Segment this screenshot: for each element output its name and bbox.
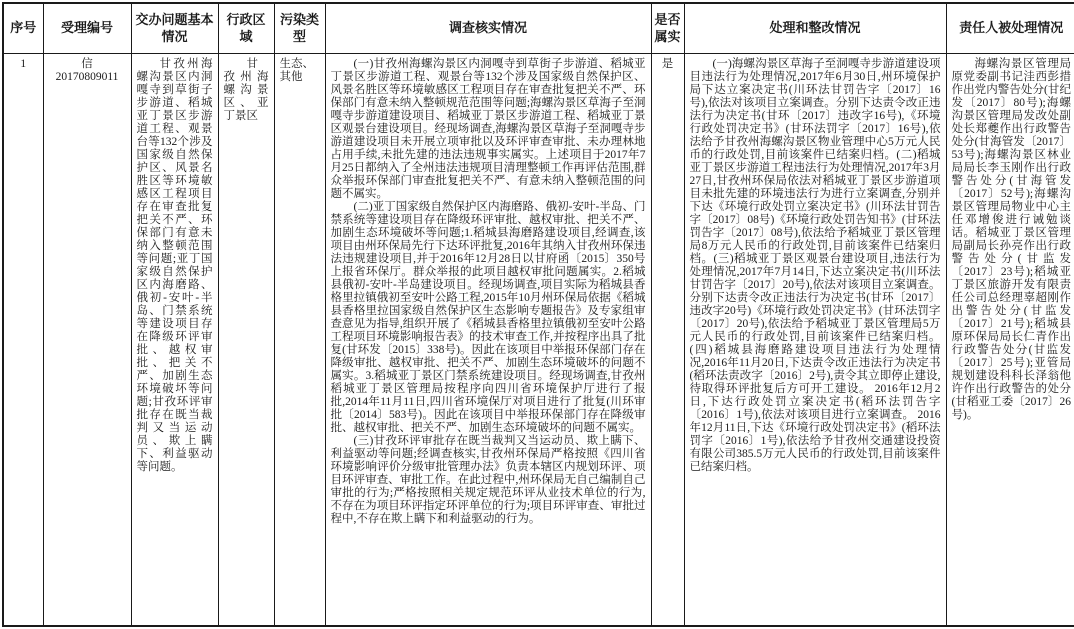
table-row [3, 53, 1074, 626]
investigation-paragraph-1: (一)甘孜州海螺沟景区内洞嘎寺到草街子步游道、稻城亚丁景区步游道工程、观景台等132个涉及国家级自然保护区、风景名胜区等环境敏感区工程项目存在审查批复把关不严、环保部门有意未纳入整顿规范范围等问题;海螺沟景区草海子至洞嘎寺步游道建设项目、稻城亚丁景区步游道工程、稻城亚丁景区观景台建设项目。经现场调查,海螺沟景区草海子至洞嘎寺步游道建设项目未开展立项审批以及环评审查审批、未办理林地占用手续,未批先建的违法违规事实属实。上述项目于2017年7月25日都纳入了全州违法违规项目清理整顿工作再评估范围,群众举报环保部门审查批复把关不严、有意未纳入整顿范围的问题不属实。 [330, 57, 646, 200]
col-header-pollution-type: 污染类型 [274, 3, 325, 53]
problem-text: 甘孜州海螺沟景区内洞嘎寺到草街子步游道、稻城亚丁景区步游道工程、观景台等132个涉及国家级自然保护区、风景名胜区等环境敏感区工程项目存在审查批复把关不严、环保部门有意未纳入整顿范围等问题;亚丁国家级自然保护区内海磨路、俄初-安叶-半岛、门禁系统等建设项目存在降级环评审批、越权审批、把关不严、加剧生态环境破坏等问题;甘孜环评审批存在既当裁判又当运动员、欺上瞒下、利益驱动等问题。 [136, 57, 213, 473]
cell-problem [131, 53, 218, 626]
cell-handling [684, 53, 946, 626]
col-header-region: 行政区域 [218, 3, 274, 53]
col-header-handling: 处理和整改情况 [684, 3, 946, 53]
cell-accountability [946, 53, 1074, 626]
cell-pollution-type [274, 53, 325, 626]
header-row [3, 3, 1074, 53]
cell-region [218, 53, 274, 626]
investigation-paragraph-2: (二)亚丁国家级自然保护区内海磨路、俄初-安叶-半岛、门禁系统等建设项目存在降级环评审批、越权审批、把关不严、加剧生态环境破坏等问题;1.稻城县海磨路建设项目,经调查,该项目由州环保局先行下达环评批复,2016年其纳入甘孜州环保违法违规建设项目,并于2016年12月28日以甘府函〔2015〕350号上报省环保厅。群众举报的此项目越权审批问题属实。2.稻城县俄初-安叶-半岛建设项目。经现场调查,项目实际为稻城县香格里拉镇俄初至安叶公路工程,2015年10月州环保局依据《稻城县香格里拉国家级自然保护区生态影响专题报告》及专家组审查意见为指导,组织开展了《稻城县香格里拉镇俄初至安叶公路工程项目环境影响报告表》的技术审查工作,并按程序出具了批复(甘环发〔2015〕338号)。因此在该项目中举报环保部门存在降级审批、越权审批、把关不严、加剧生态环境破坏的问题不属实。3.稻城亚丁景区门禁系统建设项目。经现场调查,甘孜州稻城亚丁景区管理局按程序向四川省环境保护厅进行了报批,2014年11月11日,四川省环境保厅对项目进行了批复(川环审批〔2014〕583号)。因此在该项目中举报环保部门存在降级审批、越权审批、把关不严、加剧生态环境破坏的问题不属实。 [330, 200, 646, 434]
col-header-investigation: 调查核实情况 [325, 3, 651, 53]
is-true-value: 是 [661, 57, 674, 70]
accountability-text: 海螺沟景区管理局原党委副书记洼西彭措作出党内警告处分(甘纪发〔2017〕80号);海螺沟景区管理局发改处副处长郑夔作出行政警告处分(甘海管发〔2017〕53号);海螺沟景区林业局局长李玉刚作出行政警告处分(甘海管发〔2017〕52号);海螺沟景区管理局物业中心主任邓增俊进行诫勉谈话。稻城亚丁景区管理局副局长孙亮作出行政警告处分(甘监发〔2017〕23号);稻城亚丁景区旅游开发有限责任公司总经理辜超刚作出警告处分(甘监发〔2017〕21号);稻城县原环保局局长仁青作出行政警告处分(甘监发〔2017〕25号);亚管局规划建设科科长泽翁他许作出行政警告的处分(甘稻亚工委〔2017〕26号)。 [951, 57, 1071, 421]
col-header-accountability: 责任人被处理情况 [946, 3, 1074, 53]
cell-is-true [651, 53, 684, 626]
col-header-seq: 序号 [3, 3, 43, 53]
case-number: 20170809011 [55, 70, 119, 83]
cell-case-number [43, 53, 131, 626]
cell-investigation [325, 53, 651, 626]
investigation-paragraph-3: (三)甘孜环评审批存在既当裁判又当运动员、欺上瞒下、利益驱动等问题;经调查核实,甘孜州环保局严格按照《四川省环境影响评价分级审批管理办法》负责本辖区内规划环评、项目环评审查、审批工作。在此过程中,州环保局无自己编制自己审批的行为;严格按照相关规定规范环评从业技术单位的行为,不存在为项目环评指定环评单位的行为;项目环评审查、审批过程中,不存在欺上瞒下和利益驱动的行为。 [330, 434, 646, 525]
pollution-type-text: 生态、其他 [279, 57, 314, 83]
cell-seq [3, 53, 43, 626]
col-header-case-number: 受理编号 [43, 3, 131, 53]
inspection-case-table [2, 2, 1074, 627]
col-header-is-true: 是否属实 [651, 3, 684, 53]
region-text: 甘孜州海螺沟景区、亚丁景区 [223, 57, 269, 122]
seq-value: 1 [20, 57, 27, 70]
case-prefix: 信 [81, 57, 93, 70]
handling-text: (一)海螺沟景区草海子至洞嘎寺步游道建设项目违法行为处理情况,2017年6月30日,州环境保护局下达立案决定书(川环法甘罚告字〔2017〕16号),依法对该项目立案调查。分别下达责令改正违法行为决定书(甘环〔2017〕违改字16号),《环境行政处罚决定书》(甘环法罚字〔2017〕16号),依法给予甘孜州海螺沟景区物业管理中心5万元人民币的行政处罚,目前该案件已结案归档。(二)稻城亚丁景区步游道工程违法行为处理情况,2017年3月27日,甘孜州环保局依法对稻城亚丁景区步游道项目未批先建的环境违法行为进行立案调查,分别并下达《环境行政处罚立案决定书》(川环法甘罚告字〔2017〕08号)《环境行政处罚告知书》(甘环法罚告字〔2017〕08号),依法给予稻城亚丁景区管理局8万元人民币的行政处罚,目前该案件已结案归档。(三)稻城亚丁景区观景台建设项目,违法行为处理情况,2017年7月14日,下达立案决定书(川环法甘罚告字〔2017〕20号),依法对该项目立案调查。分别下达责令改正违法行为决定书(甘环〔2017〕违改字20号)《环境行政处罚决定书》(甘环法罚字〔2017〕20号),依法给予稻城亚丁景区管理局5万元人民币的行政处罚,目前该案件已结案归档。(四)稻城县海磨路建设项目违法行为处理情况,2016年11月20日,下达责令改正违法行为决定书(稻环法责改字〔2016〕2号),责令其立即停止建设,待取得环评批复后方可开工建设。 2016年12月2日,下达行政处罚立案决定书(稻环法罚告字〔2016〕1号),依法对该项目进行立案调查。 2016年12月11日,下达《环境行政处罚决定书》(稻环法罚字〔2016〕1号),依法给予甘孜州交通建设投资有限公司385.5万元人民币的行政处罚,目前该案件已结案归档。 [689, 57, 941, 473]
col-header-problem: 交办问题基本情况 [131, 3, 218, 53]
